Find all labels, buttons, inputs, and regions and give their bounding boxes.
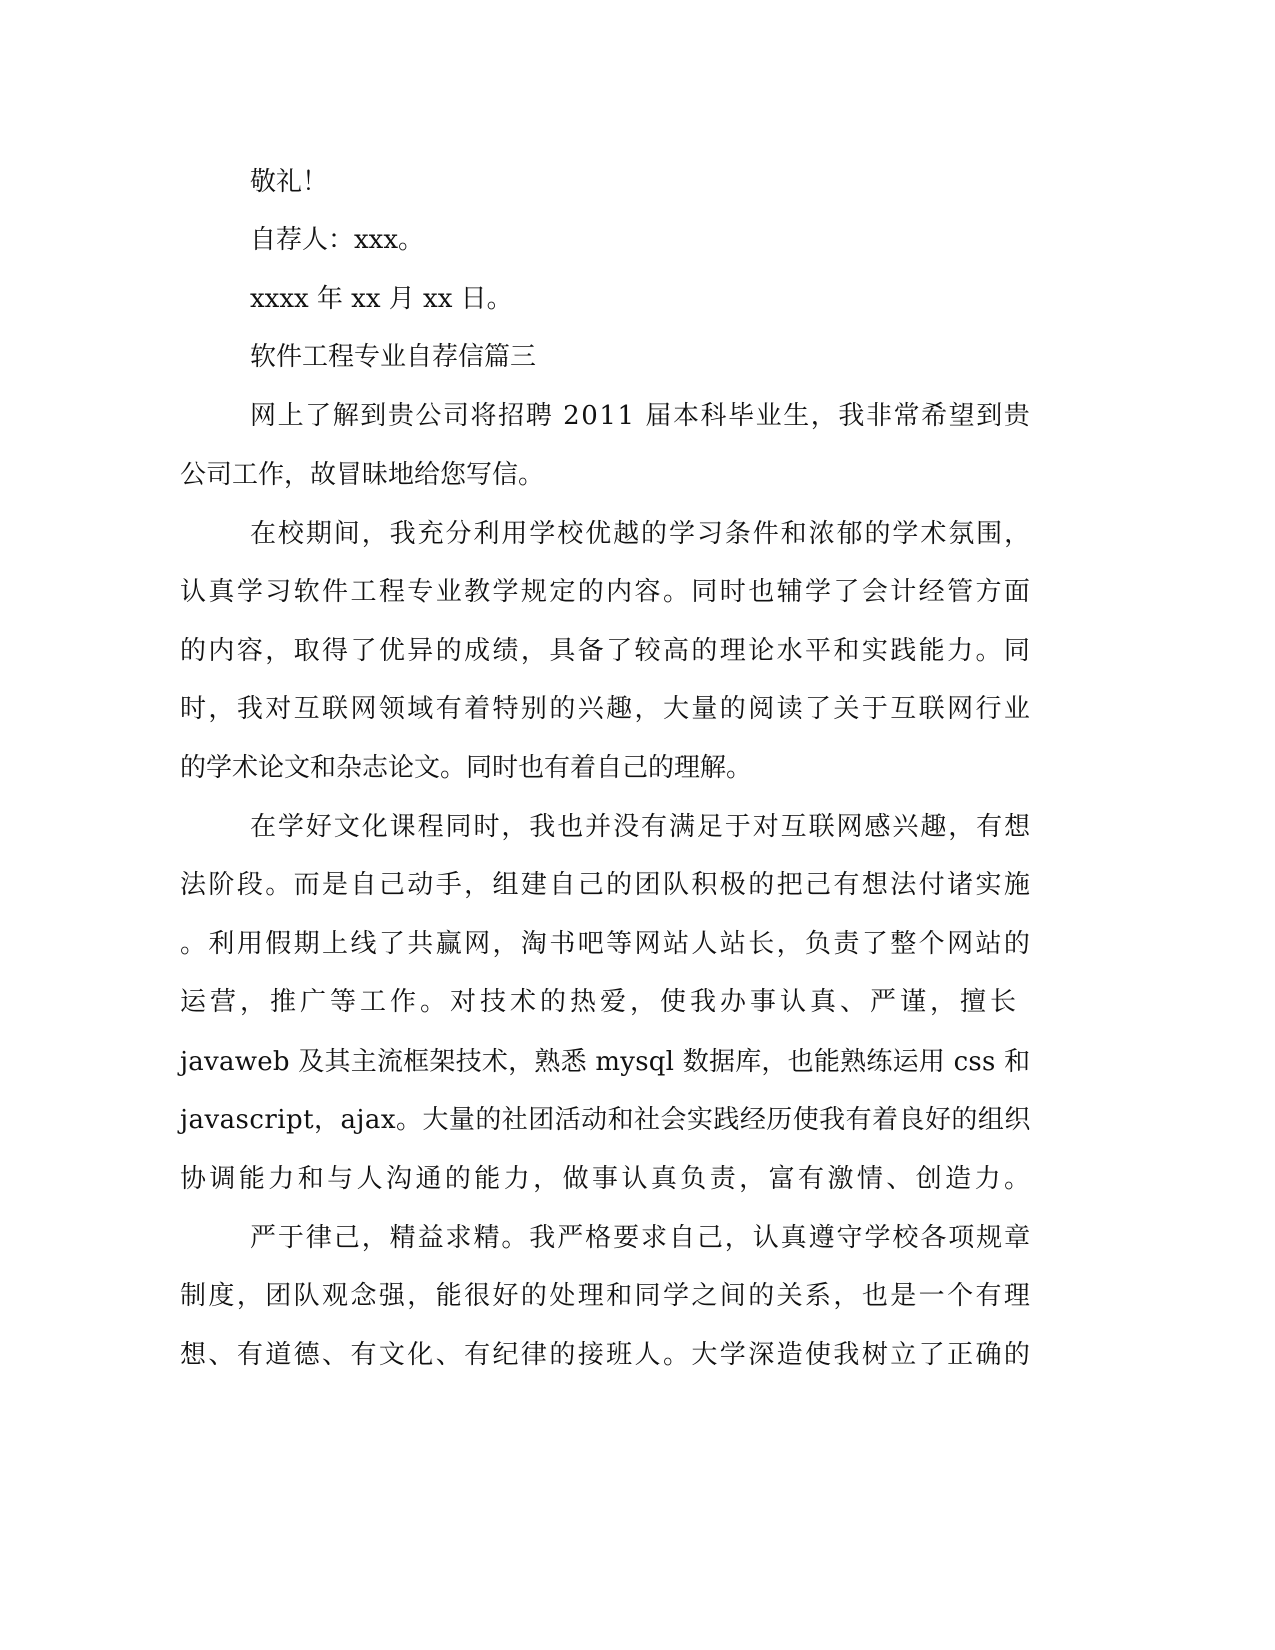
closing-salutation: 敬礼！ (250, 167, 329, 197)
paragraph-3-line-1: 在学好文化课程同时，我也并没有满足于对互联网感兴趣，有想 (250, 812, 1033, 842)
paragraph-3-line-6: javascript，ajax。大量的社团活动和社会实践经历使我有着良好的组织 (180, 1105, 1031, 1135)
paragraph-2-line-3: 的内容，取得了优异的成绩，具备了较高的理论水平和实践能力。同 (180, 636, 1033, 666)
paragraph-4-line-3: 想、有道德、有文化、有纪律的接班人。大学深造使我树立了正确的 (180, 1340, 1033, 1370)
paragraph-1-line-1: 网上了解到贵公司将招聘 2011 届本科毕业生，我非常希望到贵 (250, 401, 1032, 431)
paragraph-2-line-4: 时，我对互联网领域有着特别的兴趣，大量的阅读了关于互联网行业 (180, 694, 1033, 724)
paragraph-4-line-1: 严于律己，精益求精。我严格要求自己，认真遵守学校各项规章 (250, 1223, 1033, 1253)
paragraph-3-line-3: 。利用假期上线了共赢网，淘书吧等网站人站长，负责了整个网站的 (180, 929, 1033, 959)
paragraph-3-line-7: 协调能力和与人沟通的能力，做事认真负责，富有激情、创造力。 (180, 1164, 1034, 1194)
section-heading: 软件工程专业自荐信篇三 (250, 342, 537, 372)
paragraph-3-line-2: 法阶段。而是自己动手，组建自己的团队积极的把己有想法付诸实施 (180, 870, 1033, 900)
signature-line: 自荐人：xxx。 (250, 225, 424, 255)
date-line: xxxx 年 xx 月 xx 日。 (250, 284, 513, 314)
paragraph-2-line-1: 在校期间，我充分利用学校优越的学习条件和浓郁的学术氛围， (250, 519, 1033, 549)
paragraph-4-line-2: 制度，团队观念强，能很好的处理和同学之间的关系，也是一个有理 (180, 1281, 1033, 1311)
paragraph-2-line-5: 的学术论文和杂志论文。同时也有着自己的理解。 (180, 753, 753, 783)
paragraph-2-line-2: 认真学习软件工程专业教学规定的内容。同时也辅学了会计经管方面 (180, 577, 1033, 607)
paragraph-3-line-4: 运营，推广等工作。对技术的热爱，使我办事认真、严谨，擅长 (180, 987, 1021, 1017)
paragraph-3-line-5: javaweb 及其主流框架技术，熟悉 mysql 数据库，也能熟练运用 css 和 (180, 1047, 1031, 1077)
paragraph-1-line-2: 公司工作，故冒昧地给您写信。 (180, 460, 545, 490)
